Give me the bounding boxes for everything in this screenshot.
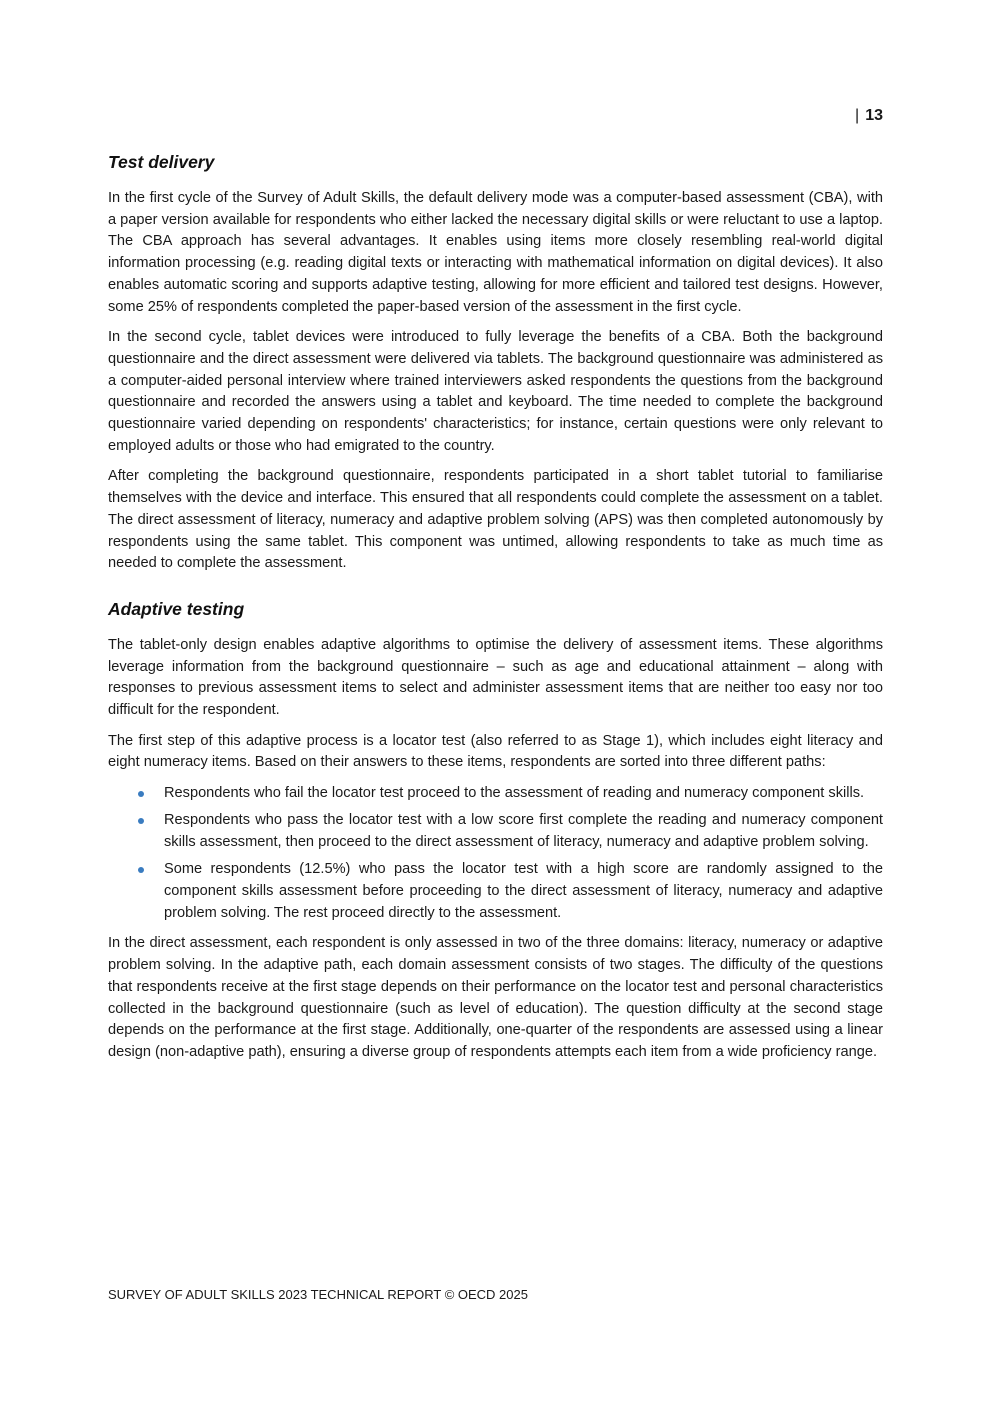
bullet-dot-icon bbox=[138, 791, 144, 797]
section-heading-test-delivery: Test delivery bbox=[108, 152, 215, 172]
page-number-separator: | bbox=[855, 107, 860, 124]
bullet-dot-icon bbox=[138, 867, 144, 873]
bullet-text: Respondents who pass the locator test with a low score first complete the reading and numeracy component skills assessment, then proceed to the direct assessment of literacy, numeracy and adaptive problem solving. bbox=[164, 812, 883, 851]
bullet-text: Some respondents (12.5%) who pass the locator test with a high score are randomly assigned to the component skills assessment before proceeding to the direct assessment of literacy, numeracy and adaptive problem solving. The rest proceed directly to the assessment. bbox=[164, 861, 883, 921]
bullet-list-item bbox=[164, 859, 883, 924]
bullet-dot-icon bbox=[138, 818, 144, 824]
bullet-text: Respondents who fail the locator test proceed to the assessment of reading and numeracy component skills. bbox=[164, 785, 865, 802]
paragraph: The first step of this adaptive process is a locator test (also referred to as Stage 1), which includes eight literacy and eight numeracy items. Based on their answers to these items, respondents are sorted into three different paths: bbox=[108, 732, 883, 771]
paragraph: In the second cycle, tablet devices were introduced to fully leverage the benefits of a CBA. Both the background questionnaire and the direct assessment were delivered via tablets. The background questionnaire was administered as a computer-aided personal interview where trained interviewers asked respondents the questions from the background questionnaire and recorded the answers using a tablet and keyboard. The time needed to complete the background questionnaire varied depending on respondents' characteristics; for instance, certain questions were only relevant to employed adults or those who had emigrated to the country. bbox=[108, 329, 883, 454]
paths-bullet-list bbox=[108, 783, 883, 924]
paragraph: After completing the background questionnaire, respondents participated in a short tablet tutorial to familiarise themselves with the device and interface. This ensured that all respondents could complete the assessment on a tablet. The direct assessment of literacy, numeracy and adaptive problem solving (APS) was then completed autonomously by respondents using the same tablet. This component was untimed, allowing respondents to take as much time as needed to complete the assessment. bbox=[108, 468, 883, 572]
document-body bbox=[108, 150, 883, 1073]
page-number bbox=[855, 106, 883, 126]
paragraph: In the first cycle of the Survey of Adult Skills, the default delivery mode was a computer-based assessment (CBA), with a paper version available for respondents who either lacked the necessary digital skills or were reluctant to use a laptop. The CBA approach has several advantages. It enables using items more closely resembling real-world digital information processing (e.g. reading digital texts or interacting with mathematical information on digital devices). It also enables automatic scoring and supports adaptive testing, allowing for more efficient and tailored test designs. However, some 25% of respondents completed the paper-based version of the assessment in the first cycle. bbox=[108, 190, 883, 315]
bullet-list-item bbox=[164, 810, 883, 853]
bullet-list-item bbox=[164, 783, 883, 805]
section-heading-adaptive-testing: Adaptive testing bbox=[108, 598, 245, 619]
page-footer: SURVEY OF ADULT SKILLS 2023 TECHNICAL REPORT © OECD 2025 bbox=[108, 1287, 528, 1302]
paragraph: The tablet-only design enables adaptive algorithms to optimise the delivery of assessment items. These algorithms leverage information from the background questionnaire – such as age and educational attainment – along with responses to previous assessment items to select and administer assessment items that are neither too easy nor too difficult for the respondent. bbox=[108, 636, 883, 719]
paragraph: In the direct assessment, each respondent is only assessed in two of the three domains: literacy, numeracy or adaptive problem solving. In the adaptive path, each domain assessment consists of two stages. The difficulty of the questions that respondents receive at the first stage depends on their performance on the locator test and personal characteristics collected in the background questionnaire (such as level of education). The question difficulty at the second stage depends on the performance at the first stage. Additionally, one-quarter of the respondents are assessed using a linear design (non-adaptive path), ensuring a diverse group of respondents attempts each item from a wide proficiency range. bbox=[108, 935, 883, 1060]
page-number-value: 13 bbox=[865, 107, 883, 124]
